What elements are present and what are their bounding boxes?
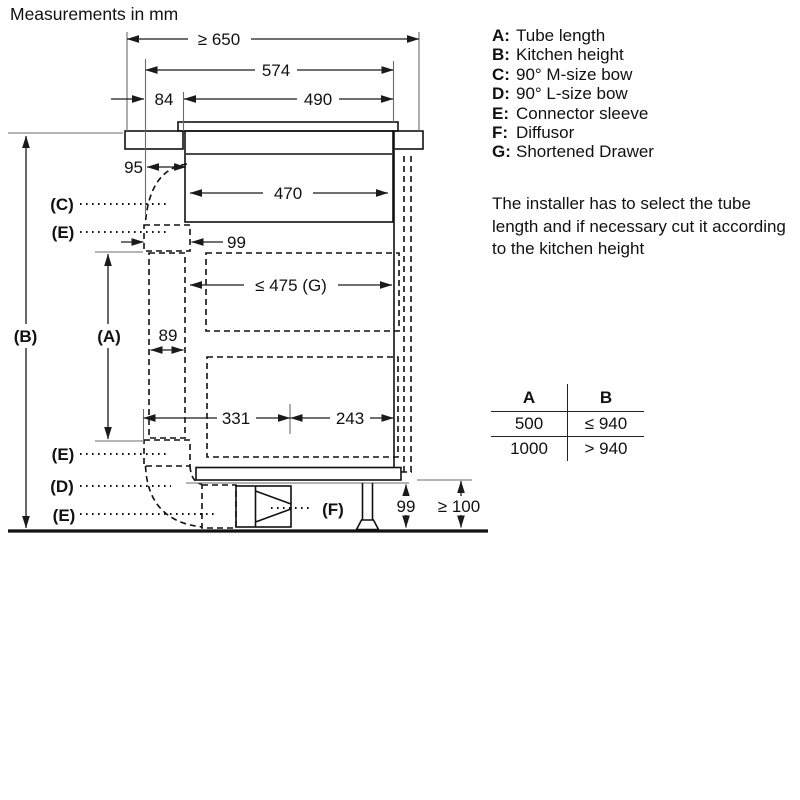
dim-text-470: 470: [273, 184, 303, 203]
part-labels: [50, 195, 344, 525]
legend-key: F:: [492, 123, 509, 143]
legend-label: 90° M-size bow: [516, 64, 633, 84]
cabinet-foot: [357, 483, 379, 530]
legend-key: A:: [492, 26, 510, 45]
legend-item-b: [492, 45, 654, 64]
dim-text-84: 84: [154, 90, 174, 109]
dim-text-650: ≥ 650: [197, 30, 241, 49]
dim-text-574: 574: [261, 61, 291, 80]
legend-item-g: [492, 142, 654, 161]
page-title: Measurements in mm: [10, 4, 179, 24]
table-row: [491, 412, 644, 437]
legend-label: Connector sleeve: [516, 103, 649, 123]
dim-text-100: ≥ 100: [437, 497, 481, 516]
installer-note: The installer has to select the tube length and if necessary cut it according to the kitchen height: [492, 194, 786, 258]
foot-base: [357, 520, 379, 530]
m-size-bow: [146, 164, 188, 222]
dim-text-331: 331: [221, 409, 251, 428]
cabinet-bottom-shelf: [196, 468, 401, 481]
legend-item-d: [492, 84, 654, 103]
legend-label: 90° L-size bow: [516, 84, 628, 104]
table-row: [491, 437, 644, 462]
hob-glass-top: [178, 122, 398, 131]
legend-key: G:: [492, 142, 511, 162]
duct-run: [144, 164, 291, 528]
legend-label: Tube length: [516, 26, 606, 45]
table-cell: 500: [491, 412, 568, 437]
connector-sleeve-mid: [144, 440, 190, 466]
label-a: (A): [97, 327, 121, 346]
dim-text-89: 89: [158, 326, 178, 345]
label-d: (D): [50, 477, 74, 496]
legend-item-c: [492, 65, 654, 84]
worktop-right-hatch: [394, 131, 423, 149]
diffusor-body: [236, 486, 291, 527]
lower-drawer-outline: [207, 357, 398, 457]
dim-text-99-plinth: 99: [396, 497, 416, 516]
hob-body: [185, 131, 393, 222]
table-cell: > 940: [584, 439, 628, 458]
label-e-bottom: (E): [52, 506, 76, 525]
legend-key: C:: [492, 64, 510, 84]
table-cell: ≤ 940: [568, 412, 645, 437]
dim-text-475: ≤ 475 (G): [255, 276, 327, 295]
label-c: (C): [50, 195, 74, 214]
worktop-left-hatch: [125, 131, 183, 149]
worktop-and-hob: [8, 122, 488, 531]
diffusor: [236, 486, 291, 527]
legend: [492, 26, 654, 162]
label-b: (B): [13, 327, 38, 346]
dim-text-490: 490: [303, 90, 333, 109]
label-e-mid: (E): [51, 445, 75, 464]
table-cell: 1000: [491, 437, 568, 462]
label-f: (F): [322, 500, 344, 519]
legend-label: Shortened Drawer: [516, 142, 654, 162]
diffusor-cone-bottom: [256, 509, 292, 522]
tube-length-table: [491, 384, 644, 461]
legend-label: Kitchen height: [516, 45, 624, 65]
legend-key: D:: [492, 84, 510, 104]
dimensions: [111, 30, 486, 528]
table-header-b: B: [568, 384, 645, 412]
dim-text-243: 243: [335, 409, 365, 428]
table-header-row: [491, 384, 644, 412]
legend-item-f: [492, 123, 654, 142]
legend-key: E:: [492, 103, 509, 123]
connector-sleeve-bottom: [202, 485, 236, 528]
tube: [149, 253, 185, 438]
connector-sleeve-top: [144, 225, 190, 251]
dim-text-99-sleeve: 99: [227, 233, 246, 252]
legend-item-a: [492, 26, 654, 45]
diffusor-cone-top: [256, 491, 292, 504]
label-e-top: (E): [51, 223, 75, 242]
l-size-bow-outer: [146, 466, 203, 527]
table-header-a: A: [491, 384, 568, 412]
legend-label: Diffusor: [516, 123, 575, 143]
legend-key: B:: [492, 45, 510, 65]
legend-item-e: [492, 104, 654, 123]
dim-text-95: 95: [124, 158, 143, 177]
